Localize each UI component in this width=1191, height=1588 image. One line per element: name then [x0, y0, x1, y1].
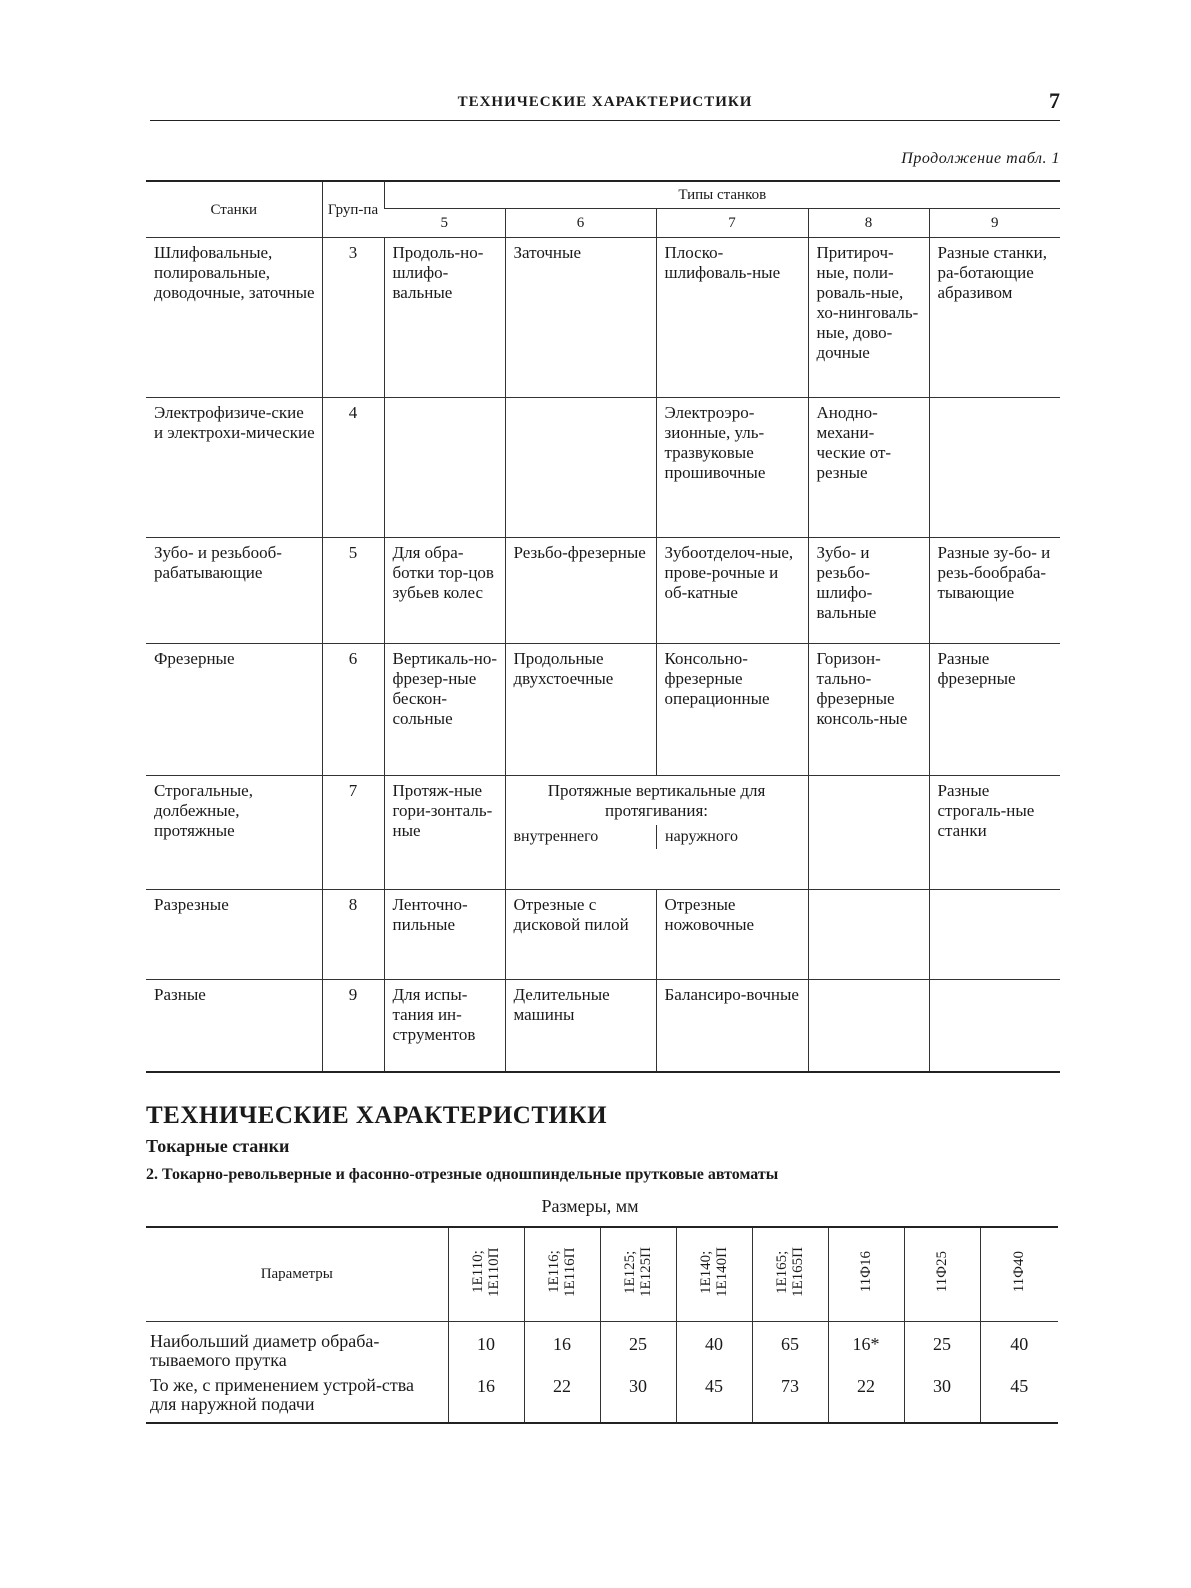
type-cell: Отрезные с дисковой пилой [505, 890, 656, 980]
value-cell: 22 [524, 1370, 600, 1423]
table-continuation-note: Продолжение табл. 1 [901, 150, 1060, 167]
type-cell [808, 980, 929, 1072]
section-title: ТЕХНИЧЕСКИЕ ХАРАКТЕРИСТИКИ [146, 1102, 608, 1129]
machine-name: Шлифовальные, полировальные, доводочные, заточные [146, 238, 322, 398]
type-cell [808, 776, 929, 890]
type-cell: Разные строгаль-ные станки [929, 776, 1060, 890]
type-cell: Консольно-фрезерные операционные [656, 644, 808, 776]
type-cell: Разные станки, ра-ботающие абразивом [929, 238, 1060, 398]
model-name: 1Е116; 1Е116П [546, 1247, 578, 1297]
running-header [150, 88, 1060, 121]
model-header [524, 1227, 600, 1322]
table-row [146, 1322, 1058, 1371]
type-number: 5 [384, 209, 505, 238]
model-name: 1Е125; 1Е125П [622, 1247, 654, 1297]
type-cell [929, 980, 1060, 1072]
type-cell: Притироч-ные, поли-роваль-ные, хо-нинговаль-ные, дово-дочные [808, 238, 929, 398]
group-number: 7 [322, 776, 384, 890]
machine-name: Разные [146, 980, 322, 1072]
header-machines: Станки [146, 181, 322, 238]
lathe-specs-table [146, 1226, 1058, 1424]
type-cell: Делительные машины [505, 980, 656, 1072]
table-row [146, 776, 1060, 890]
table-row [146, 980, 1060, 1072]
value-cell: 22 [828, 1370, 904, 1423]
value-cell: 25 [904, 1322, 980, 1371]
type-cell: Анодно-механи-ческие от-резные [808, 398, 929, 538]
value-cell: 73 [752, 1370, 828, 1423]
type-number: 7 [656, 209, 808, 238]
parameter-label: Наибольший диаметр обраба-тываемого прутка [150, 1331, 380, 1370]
type-cell: Горизон-тально-фрезерные консоль-ные [808, 644, 929, 776]
type-cell: Отрезные ножовочные [656, 890, 808, 980]
table-row [146, 398, 1060, 538]
machine-name: Разрезные [146, 890, 322, 980]
type-cell [505, 398, 656, 538]
running-title: ТЕХНИЧЕСКИЕ ХАРАКТЕРИСТИКИ [457, 94, 753, 110]
type-cell: Заточные [505, 238, 656, 398]
machine-name: Зубо- и резьбооб-рабатывающие [146, 538, 322, 644]
type-number: 8 [808, 209, 929, 238]
type-cell: Продоль-но-шлифо-вальные [384, 238, 505, 398]
model-header [600, 1227, 676, 1322]
type-cell: Протяж-ные гори-зонталь-ные [384, 776, 505, 890]
type-cell: Вертикаль-но-фрезер-ные бескон-сольные [384, 644, 505, 776]
table2-units: Размеры, мм [541, 1196, 639, 1216]
table-row [146, 238, 1060, 398]
model-name: 1Е110; 1Е110П [470, 1247, 502, 1297]
type-cell: Балансиро-вочные [656, 980, 808, 1072]
table-row [146, 538, 1060, 644]
value-cell: 10 [448, 1322, 524, 1371]
group-number: 6 [322, 644, 384, 776]
type-cell: Электроэро-зионные, уль-тразвуковые прошивочные [656, 398, 808, 538]
model-name: 11Ф40 [1011, 1251, 1028, 1293]
table-row [146, 644, 1060, 776]
group-number: 3 [322, 238, 384, 398]
subsection-title: Токарные станки [146, 1136, 290, 1156]
header-group: Груп-па [322, 181, 384, 238]
type-cell [929, 890, 1060, 980]
group-number: 4 [322, 398, 384, 538]
value-cell: 16* [828, 1322, 904, 1371]
type-cell: Продольные двухстоечные [505, 644, 656, 776]
machine-classification-table [146, 180, 1060, 1073]
header-parameters: Параметры [146, 1227, 448, 1322]
value-cell: 40 [980, 1322, 1058, 1371]
model-header [904, 1227, 980, 1322]
type-cell [384, 398, 505, 538]
type-cell [808, 890, 929, 980]
model-header [448, 1227, 524, 1322]
value-cell: 45 [980, 1370, 1058, 1423]
value-cell: 65 [752, 1322, 828, 1371]
model-name: 11Ф25 [934, 1251, 950, 1293]
type-cell: Для испы-тания ин-струментов [384, 980, 505, 1072]
value-cell: 25 [600, 1322, 676, 1371]
type-cell: Зубоотделоч-ные, прове-рочные и об-катные [656, 538, 808, 644]
broaching-external: наружного [665, 828, 739, 845]
type-cell [929, 398, 1060, 538]
model-header [752, 1227, 828, 1322]
value-cell: 40 [676, 1322, 752, 1371]
type-cell: Разные зу-бо- и резь-бообраба-тывающие [929, 538, 1060, 644]
group-number: 5 [322, 538, 384, 644]
broaching-vertical-label: Протяжные вертикальные для протягивания: [547, 781, 766, 820]
value-cell: 30 [600, 1370, 676, 1423]
machine-name: Строгальные, долбежные, протяжные [146, 776, 322, 890]
model-header [676, 1227, 752, 1322]
type-cell: Для обра-ботки тор-цов зубьев колес [384, 538, 505, 644]
table-row [146, 890, 1060, 980]
broaching-subtypes [506, 825, 808, 849]
type-cell: Разные фрезерные [929, 644, 1060, 776]
type-number: 6 [505, 209, 656, 238]
value-cell: 45 [676, 1370, 752, 1423]
merged-broaching-cell [505, 776, 808, 890]
machine-name: Фрезерные [146, 644, 322, 776]
header-machine-types: Типы станков [384, 181, 1060, 209]
model-name: 1Е165; 1Е165П [774, 1247, 806, 1297]
machine-name: Электрофизиче-ские и электрохи-мические [146, 398, 322, 538]
broaching-internal: внутреннего [506, 825, 658, 849]
table-row [146, 1370, 1058, 1423]
value-cell: 16 [448, 1370, 524, 1423]
table2-title: 2. Токарно-револьверные и фасонно-отрезные одношпиндельные прутковые автоматы [146, 1166, 779, 1183]
model-name: 1Е140; 1Е140П [698, 1247, 730, 1297]
model-header [980, 1227, 1058, 1322]
value-cell: 16 [524, 1322, 600, 1371]
type-number: 9 [929, 209, 1060, 238]
type-cell: Резьбо-фрезерные [505, 538, 656, 644]
page-number: 7 [1049, 88, 1060, 113]
model-header [828, 1227, 904, 1322]
type-cell: Плоско-шлифоваль-ные [656, 238, 808, 398]
group-number: 9 [322, 980, 384, 1072]
value-cell: 30 [904, 1370, 980, 1423]
model-name: 11Ф16 [858, 1251, 874, 1293]
parameter-label: То же, с применением устрой-ства для наружной подачи [146, 1370, 448, 1423]
type-cell: Зубо- и резьбо-шлифо-вальные [808, 538, 929, 644]
group-number: 8 [322, 890, 384, 980]
type-cell: Ленточно-пильные [384, 890, 505, 980]
